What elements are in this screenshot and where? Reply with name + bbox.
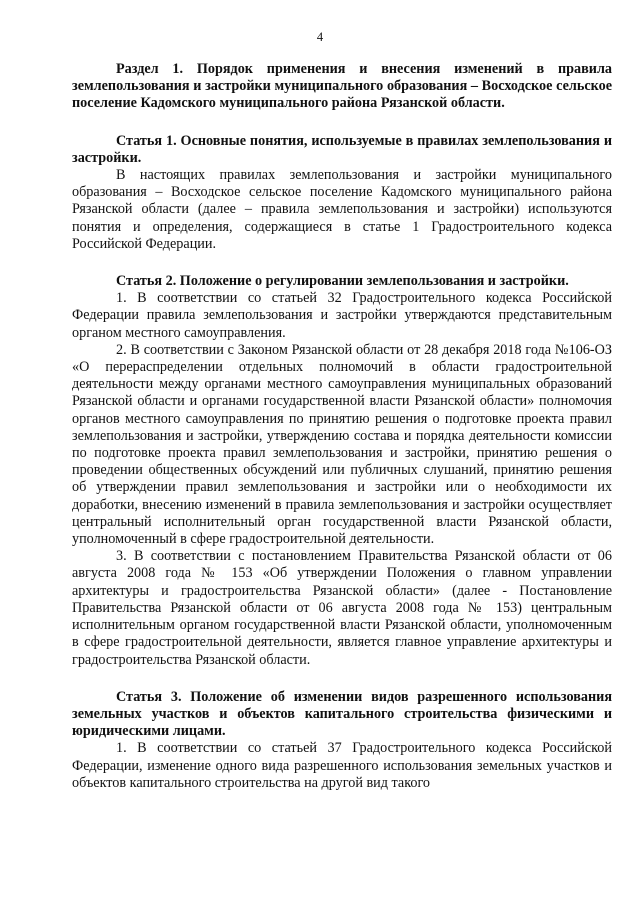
section-heading: Раздел 1. Порядок применения и внесения изменений в правила землепользования и застройки муниципального образования – Восходское сельское поселение Кадомского муниципального района Рязанской области.: [72, 61, 612, 112]
article-3: [72, 689, 612, 792]
article-2: [72, 273, 612, 669]
article-heading: Статья 3. Положение об изменении видов разрешенного использования земельных участков и объектов капитального строительства физическими и юридическими лицами.: [72, 688, 612, 740]
article-1: [72, 133, 612, 253]
page-number: 4: [316, 30, 324, 44]
paragraph: 2. В соответствии с Законом Рязанской области от 28 декабря 2018 года №106-ОЗ «О перераспределении отдельных полномочий в области градостроительной деятельности между органами местного самоуправления муниципальных образований Рязанской области и органами государственной власти Рязанской области» полномочия органов местного самоуправления по принятию решения о подготовке проекта правил землепользования и застройки, утверждению состава и порядка деятельности комиссии по подготовке проекта правил землепользования и застройки, принятию решения о проведении общественных обсуждений или публичных слушаний, принятию решения об утверждении правил землепользования и застройки или о необходимости их доработки, внесению изменений в правила землепользования и застройки осуществляет центральный исполнительный орган государственной власти Рязанской области, уполномоченный в сфере градостроительной деятельности.: [72, 341, 612, 548]
article-heading: Статья 2. Положение о регулировании землепользования и застройки.: [116, 273, 569, 290]
paragraph: 3. В соответствии с постановлением Правительства Рязанской области от 06 августа 2008 года № 153 «Об утверждении Положения о главном управлении архитектуры и градостроительства Рязанской области» (далее - Постановление Правительства Рязанской области от 06 августа 2008 года № 153) центральным исполнительным органом государственной власти Рязанской области, уполномоченным в сфере градостроительной деятельности, является главное управление архитектуры и градостроительства Рязанской области.: [72, 548, 612, 668]
article-heading: Статья 1. Основные понятия, используемые в правилах землепользования и застройки.: [72, 132, 612, 166]
paragraph: В настоящих правилах землепользования и застройки муниципального образования – Восходское сельское поселение Кадомского муниципального района Рязанской области (далее – правила землепользования и застройки) используются понятия и определения, содержащиеся в статье 1 Градостроительного кодекса Российской Федерации.: [72, 167, 612, 252]
paragraph: 1. В соответствии со статьей 32 Градостроительного кодекса Российской Федерации правила землепользования и застройки утверждаются представительным органом местного самоуправления.: [72, 290, 612, 341]
paragraph: 1. В соответствии со статьей 37 Градостроительного кодекса Российской Федерации, изменение одного вида разрешенного использования земельных участков и объектов капитального строительства на другой вид такого: [72, 740, 612, 791]
